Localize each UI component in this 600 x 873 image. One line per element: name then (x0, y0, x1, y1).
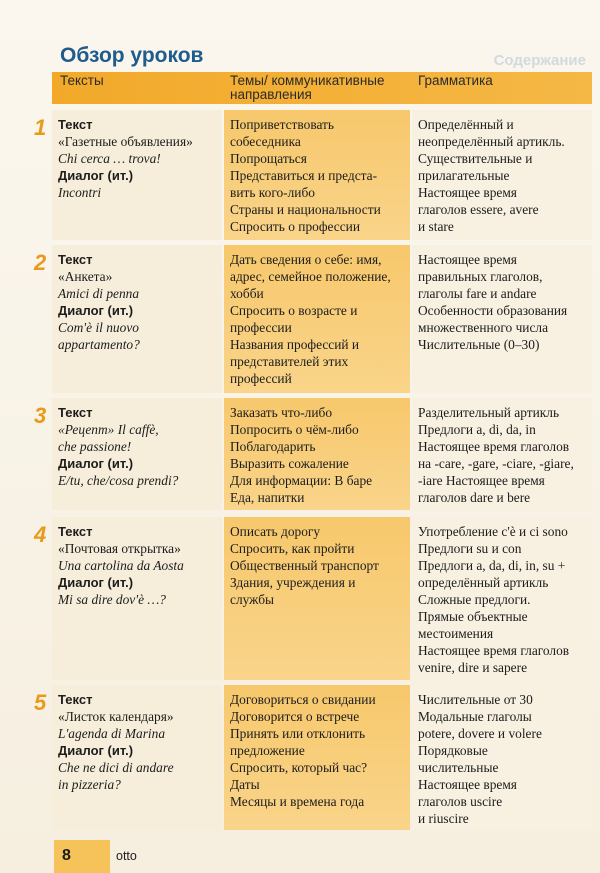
lesson-row (52, 685, 592, 830)
lesson-grammar: Числительные от 30 Модальные глаголы potere, dovere и volere Порядковые числительные Настоящее время глаголов uscire и riuscire (412, 685, 592, 830)
header-topics: Темы/ коммуникативные направления (230, 73, 385, 102)
lesson-texts: Текст «Газетные объявления» Chi cerca … trova! Диалог (ит.) Incontri (52, 110, 222, 240)
lesson-texts: Текст «Рецепт» Il caffè, che passione! Диалог (ит.) E/tu, che/cosa prendi? (52, 398, 222, 510)
lesson-topics: Поприветствовать собеседника Попрощаться Представиться и предста- вить кого-либо Страны и национальности Спросить о профессии (224, 110, 410, 240)
lesson-texts: Текст «Анкета» Amici di penna Диалог (ит.) Com'è il nuovo appartamento? (52, 245, 222, 393)
lesson-topics: Дать сведения о себе: имя, адрес, семейное положение, хобби Спросить о возрасте и профессии Названия профессий и представителей этих профессий (224, 245, 410, 393)
page-number: 8 (62, 847, 71, 864)
lesson-topics: Описать дорогу Спросить, как пройти Общественный транспорт Здания, учреждения и службы (224, 517, 410, 680)
lesson-topics: Договориться о свидании Договорится о встрече Принять или отклонить предложение Спросить, который час? Даты Месяцы и времена года (224, 685, 410, 830)
lesson-grammar: Определённый и неопределённый артикль. Существительные и прилагательные Настоящее время глаголов essere, avere и stare (412, 110, 592, 240)
page-title: Обзор уроков (60, 44, 204, 67)
lesson-number: 5 (34, 690, 47, 715)
lesson-number: 4 (34, 522, 47, 547)
lesson-grammar: Настоящее время правильных глаголов, глаголы fare и andare Особенности образования множественного числа Числительные (0–30) (412, 245, 592, 393)
lesson-grammar: Употребление c'è и ci sono Предлоги su и con Предлоги a, da, di, in, su + определённый артикль Сложные предлоги. Прямые объектные местоимения Настоящее время глаголов venire, dire и sapere (412, 517, 592, 680)
lesson-grammar: Разделительный артикль Предлоги a, di, da, in Настоящее время глаголов на -care, -gare, -ciare, -giare, -iare Настоящее время глаголов dare и bere (412, 398, 592, 510)
lesson-texts: Текст «Листок календаря» L'agenda di Marina Диалог (ит.) Che ne dici di andare in pizzeria? (52, 685, 222, 830)
lesson-number: 3 (34, 403, 47, 428)
lesson-topics: Заказать что-либо Попросить о чём-либо Поблагодарить Выразить сожаление Для информации: В баре Еда, напитки (224, 398, 410, 510)
lesson-row (52, 245, 592, 393)
lesson-number: 2 (34, 250, 47, 275)
table-header (52, 72, 592, 104)
lesson-row (52, 517, 592, 680)
lesson-texts: Текст «Почтовая открытка» Una cartolina da Aosta Диалог (ит.) Mi sa dire dov'è …? (52, 517, 222, 680)
header-grammar: Грамматика (418, 73, 493, 88)
lesson-number: 1 (34, 115, 47, 140)
ghost-heading: Содержание (493, 52, 586, 69)
lesson-row (52, 110, 592, 240)
header-texts: Тексты (60, 73, 104, 88)
lesson-row (52, 398, 592, 510)
page-number-word: otto (116, 849, 137, 863)
